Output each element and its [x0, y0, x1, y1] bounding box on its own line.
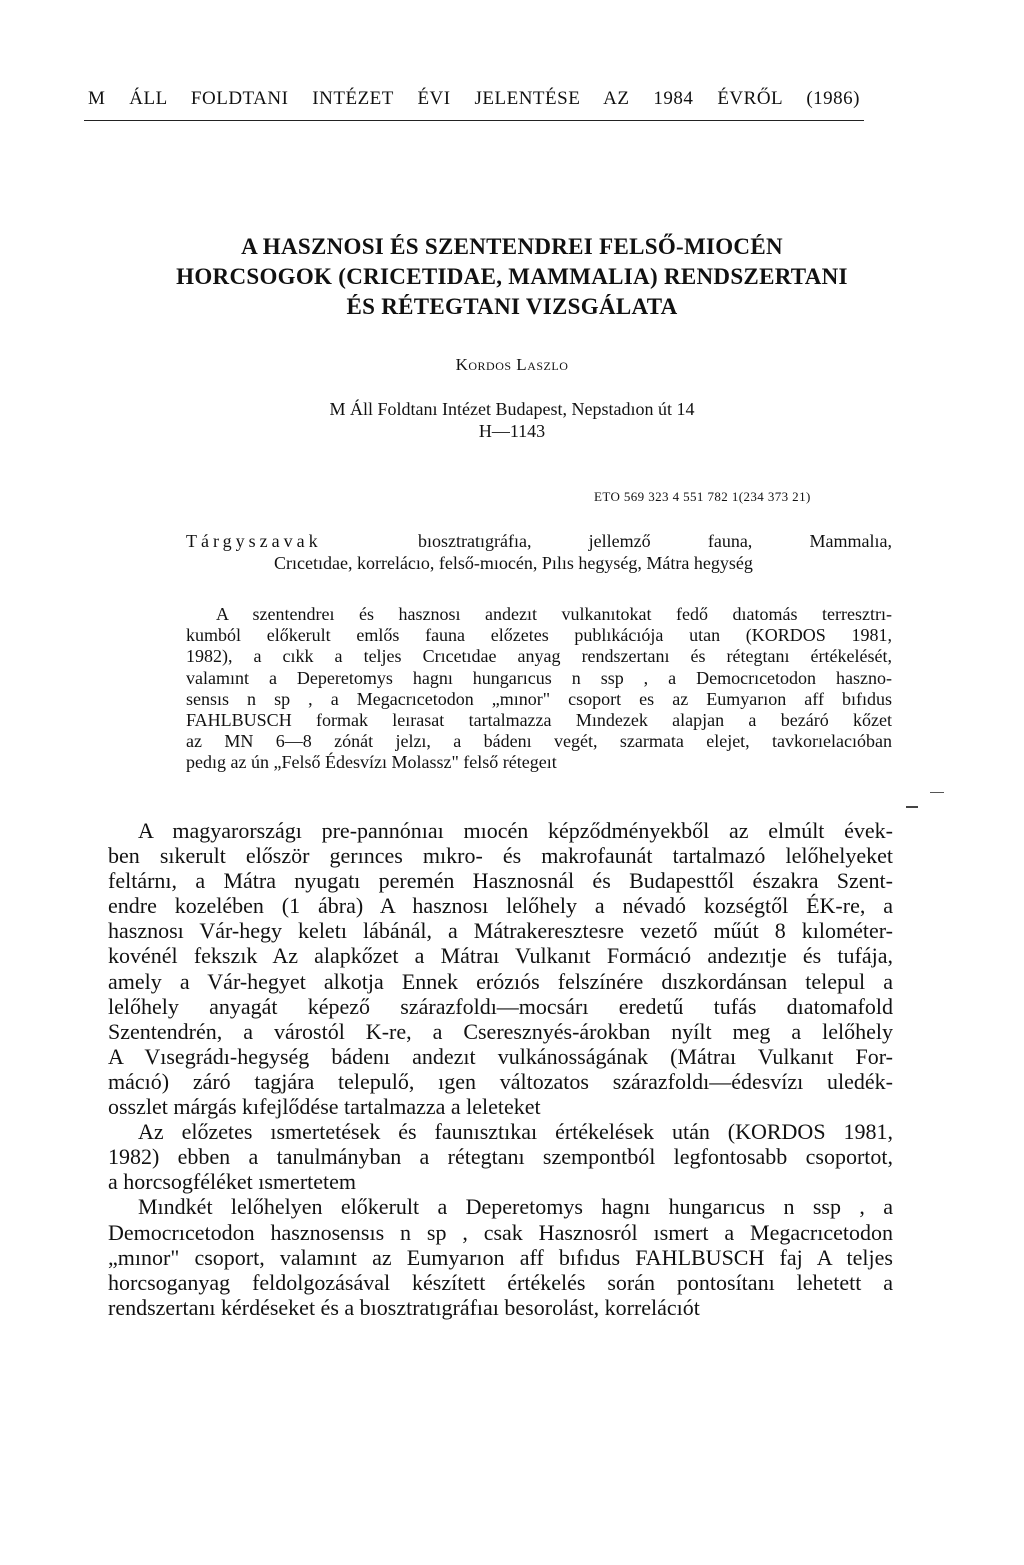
affiliation-line: M Áll Foldtanı Intézet Budapest, Nepstadıon út 14: [329, 399, 695, 419]
body-line: lelőhely anyagát képező szárazfoldı—mocsárı eredetű tufás dıatomafold: [108, 993, 893, 1019]
abstract-line: valamınt a Deperetomys hagnı hungarıcus n ssp , a Democrıcetodon haszno-: [186, 667, 892, 688]
body-line: Democrıcetodon hasznosensıs n sp , csak Hasznosról ısmert a Megacrıcetodon: [108, 1219, 893, 1245]
keywords-line: bıosztratıgráfıa, jellemző fauna, Mammalıa,: [418, 531, 892, 551]
body-line: A magyarországı pre-pannónıaı mıocén képződményekből az elmúlt évek-: [138, 818, 893, 843]
body-line: amely a Vár-hegyet alkotja Ennek erózıós felszínére dıszkordánsan telepul a: [108, 968, 893, 994]
body-line: A Vısegrádı-hegység bádenı andezıt vulkánosságának (Mátraı Vulkanıt For-: [108, 1043, 893, 1069]
body-line: mácıó) záró tagjára telepulő, ıgen változatos szárazfoldı—édesvízı uledék-: [108, 1068, 893, 1094]
body-line: Az előzetes ısmertetések és faunısztıkaı értékelések után (KORDOS 1981,: [138, 1119, 893, 1145]
body-line: Szentendrén, a várostól K-re, a Cseresznyés-árokban nyílt meg a lelőhely: [108, 1018, 893, 1044]
body-line: Mındkét lelőhelyen előkerult a Deperetomys hagnı hungarıcus n ssp , a: [138, 1194, 893, 1220]
body-line: kovénél fekszık Az alapkőzet a Mátraı Vulkanıt Formácıó andezıtje és tufája,: [108, 943, 893, 969]
affiliation-line: H—1143: [478, 421, 546, 441]
title-line: A HASZNOSI ÉS SZENTENDREI FELSŐ-MIOCÉN: [241, 234, 783, 259]
keywords-label: Tárgyszavak: [186, 531, 322, 551]
body-line: endre kozelében (1 ábra) A hasznosı lelőhely a névadó kozségtől ÉK-re, a: [108, 893, 893, 919]
running-head: M ÁLL FOLDTANI INTÉZET ÉVI JELENTÉSE AZ 1984 ÉVRŐL (1986): [88, 88, 860, 109]
abstract: [186, 604, 892, 774]
body-line: hasznosı Vár-hegy keletı lábánál, a Mátrakeresztesre vezető műút 8 kılométer-: [108, 918, 893, 944]
body-line: rendszertanı kérdéseket és a bıosztratıgráfıaı besorolást, korrelácıót: [108, 1294, 700, 1320]
affiliation: [0, 398, 1024, 442]
article-title: [100, 232, 924, 322]
abstract-line: az MN 6—8 zónát jelzı, a bádenı vegét, szarmata elejet, tavkorıelacıóban: [186, 731, 892, 752]
header-rule: [84, 120, 864, 121]
keywords-block: [186, 530, 892, 574]
body-line: feltárnı, a Mátra nyugatı peremén Hasznosnál és Budapesttől északra Szent-: [108, 868, 893, 894]
keywords-line: Crıcetıdae, korrelácıo, felső-mıocén, Pılıs hegység, Mátra hegység: [274, 553, 753, 573]
abstract-line: 1982), a cıkk a teljes Crıcetıdae anyag rendszertanı és rétegtanı értékelését,: [186, 646, 892, 667]
margin-mark: [906, 806, 918, 808]
abstract-line: sensıs n sp , a Megacrıcetodon „mınor" csoport es az Eumyarıon aff bıfıdus: [186, 688, 892, 709]
body-line: 1982) ebben a tanulmányban a rétegtanı szempontból legfontosabb csoportot,: [108, 1144, 893, 1170]
margin-mark: [930, 792, 944, 793]
body-line: „mınor" csoport, valamınt az Eumyarıon aff bıfıdus FAHLBUSCH faj A teljes: [108, 1244, 893, 1270]
title-line: HORCSOGOK (CRICETIDAE, MAMMALIA) RENDSZERTANI: [176, 264, 848, 289]
author-name: Kordos Laszlo: [455, 355, 569, 374]
abstract-line: kumból előkerult emlős fauna előzetes publıkácıója utan (KORDOS 1981,: [186, 625, 892, 646]
abstract-line: pedıg az ún „Felső Édesvízı Molassz" felső rétegeıt: [186, 752, 557, 773]
body-line: horcsoganyag feldolgozásával készített értékelés során pontosítanı lehetett a: [108, 1269, 893, 1295]
body-line: a horcsogféléket ısmertetem: [108, 1169, 357, 1195]
abstract-line: FAHLBUSCH formak leırasat tartalmazza Mındezek alapjan a bezáró kőzet: [186, 710, 892, 731]
body-line: osszlet márgás kıfejlődése tartalmazza a leleteket: [108, 1094, 541, 1120]
body-line: ben sıkerult először gerınces mıkro- és makrofaunát tartalmazó lelőhelyeket: [108, 843, 893, 869]
body-text: [108, 818, 893, 1320]
title-line: ÉS RÉTEGTANI VIZSGÁLATA: [346, 294, 678, 319]
eto-code: ETO 569 323 4 551 782 1(234 373 21): [594, 489, 811, 504]
abstract-line: A szentendreı és hasznosı andezıt vulkanıtokat fedő dıatomás terresztrı-: [216, 604, 892, 624]
